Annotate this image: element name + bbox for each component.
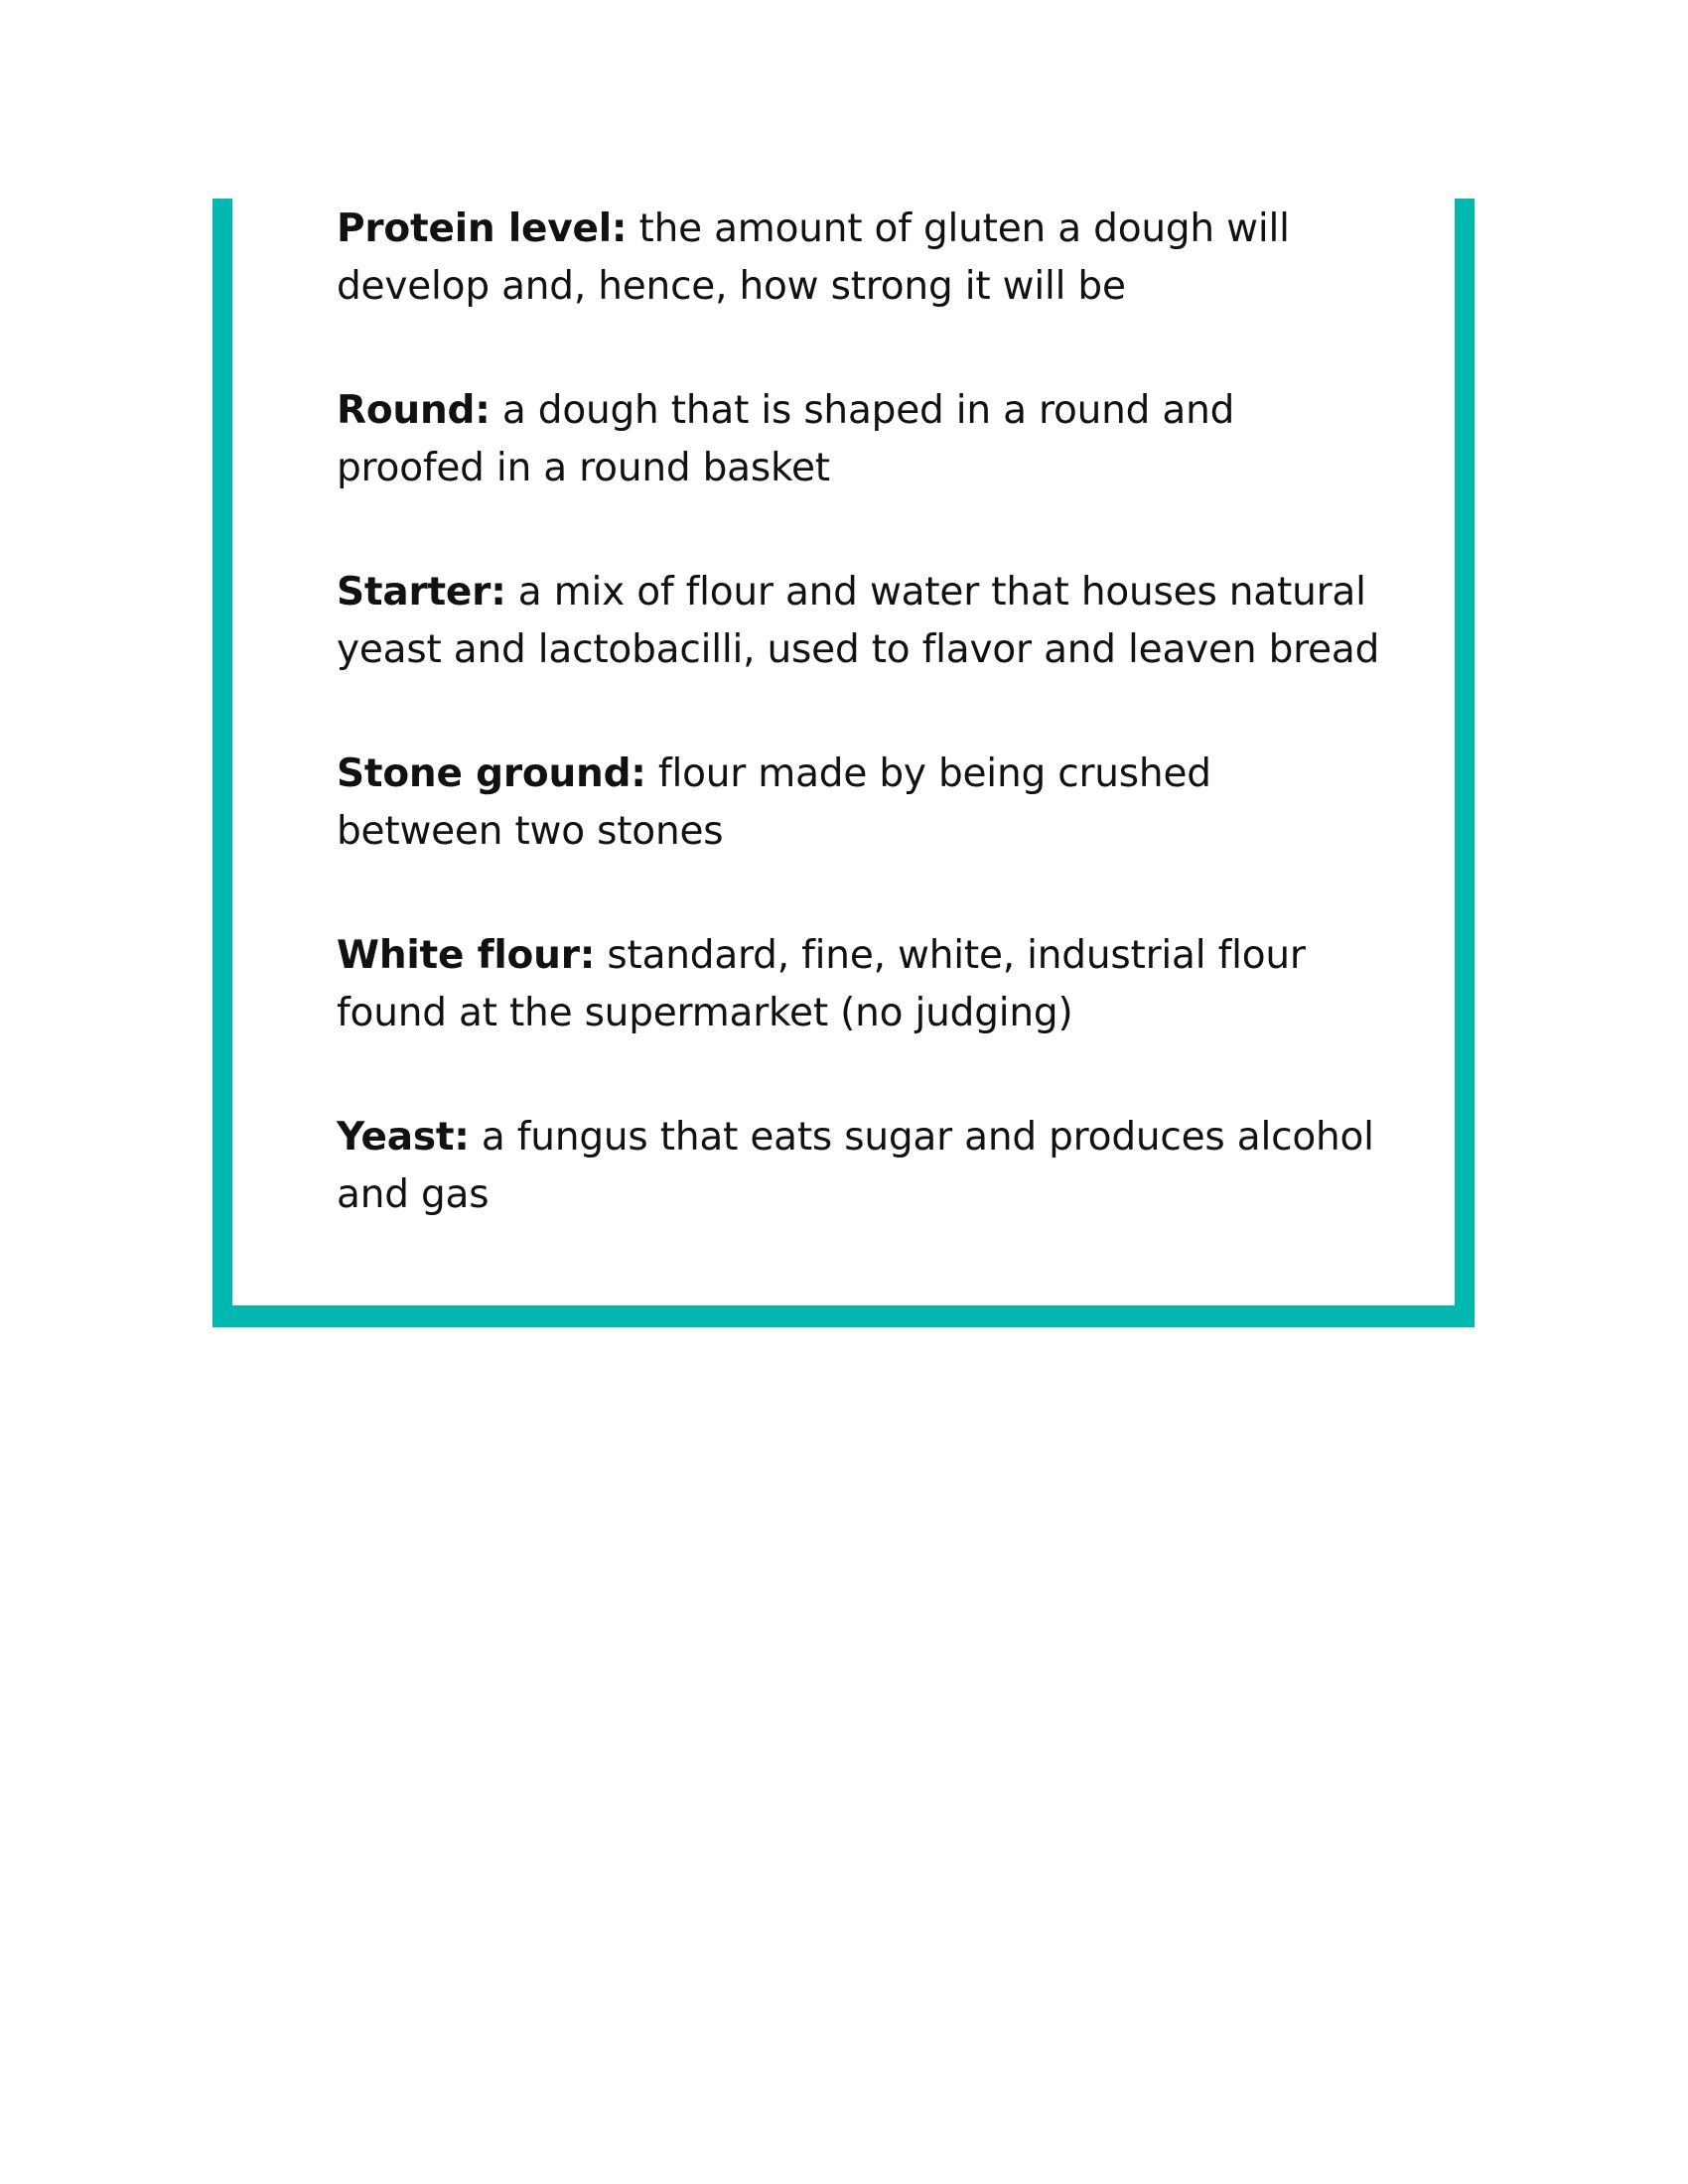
glossary-entry-yeast: [337, 1109, 1389, 1224]
glossary-definition: a mix of flour and water that houses natural yeast and lactobacilli, used to flavor and leaven bread: [337, 570, 1380, 672]
glossary-box: [212, 199, 1475, 1327]
glossary-term: Protein level:: [337, 206, 628, 251]
glossary-entry-white-flour: [337, 927, 1389, 1042]
glossary-term: Stone ground:: [337, 751, 646, 796]
glossary-entry-protein-level: [337, 201, 1389, 316]
glossary-definition: flour made by being crushed between two stones: [337, 751, 1211, 854]
glossary-term: Starter:: [337, 570, 506, 614]
glossary-term: Yeast:: [337, 1115, 470, 1160]
glossary-definition: a fungus that eats sugar and produces alcohol and gas: [337, 1115, 1374, 1217]
glossary-term: Round:: [337, 388, 491, 433]
glossary-entry-round: [337, 382, 1389, 497]
glossary-entry-stone-ground: [337, 746, 1389, 861]
glossary-term: White flour:: [337, 933, 596, 978]
glossary-definition: a dough that is shaped in a round and proofed in a round basket: [337, 388, 1235, 490]
glossary-definition: the amount of gluten a dough will develop and, hence, how strong it will be: [337, 206, 1290, 309]
glossary-definition: standard, fine, white, industrial flour found at the supermarket (no judging): [337, 933, 1306, 1035]
glossary-entry-starter: [337, 564, 1389, 679]
